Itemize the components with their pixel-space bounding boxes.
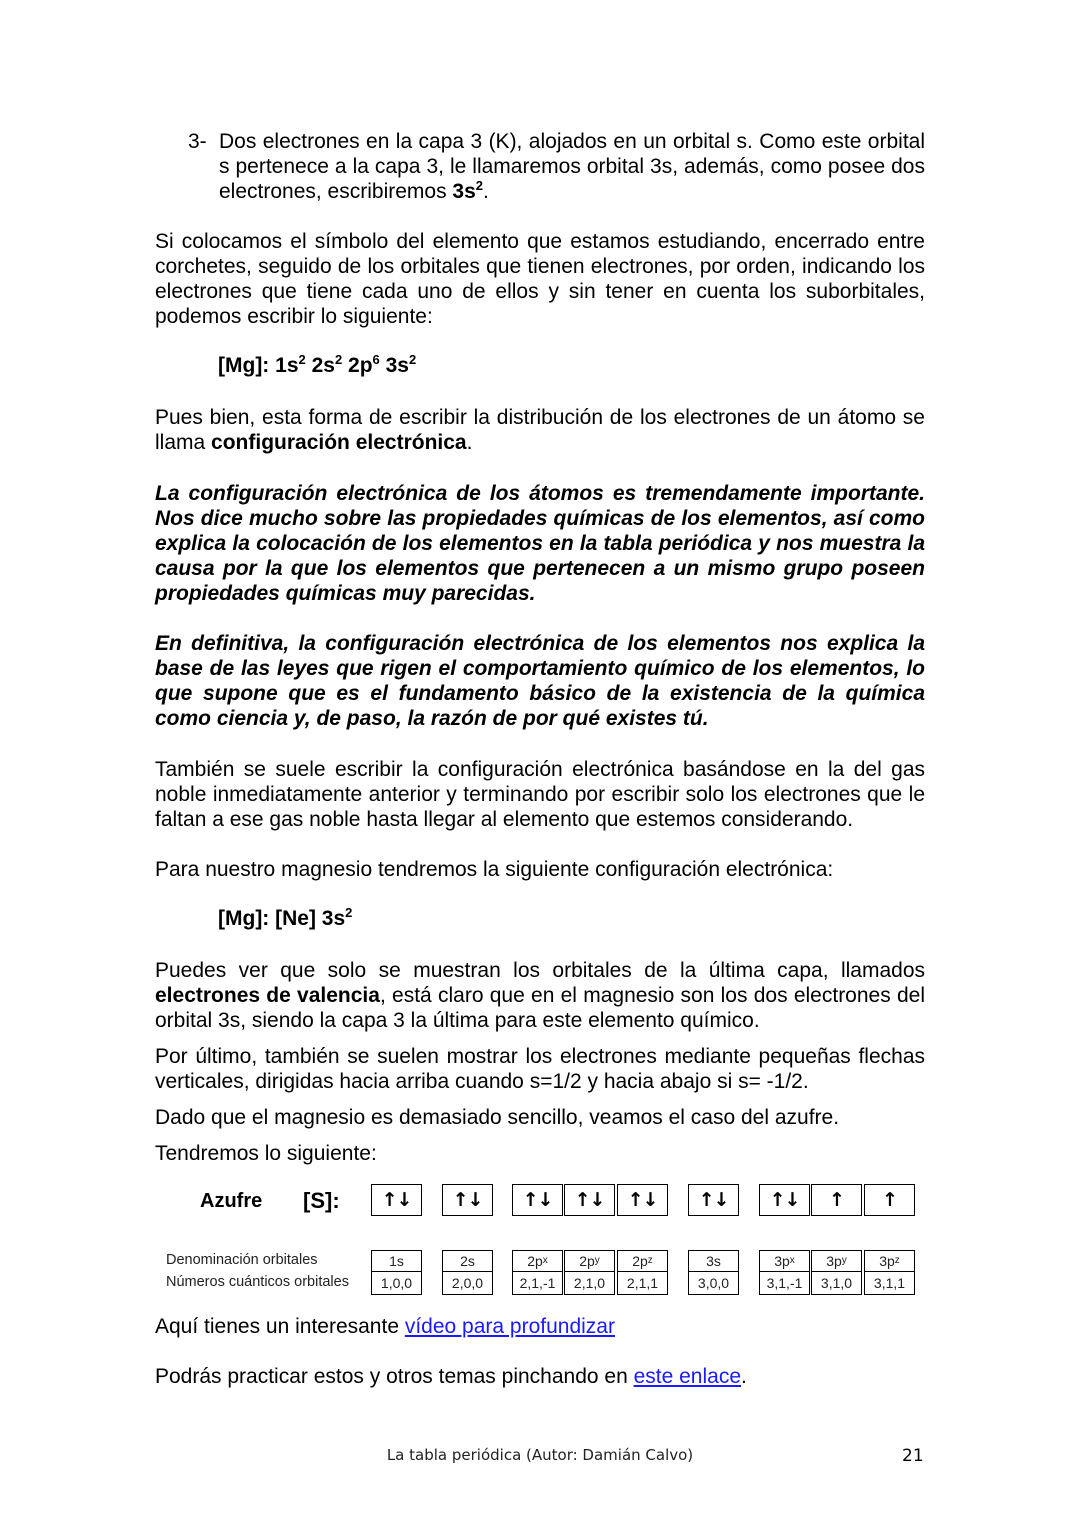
orbital-name-cell: 3s [688, 1250, 739, 1272]
paragraph-practicar: Podrás practicar estos y otros temas pinchando en este enlace. [155, 1365, 747, 1388]
row-label-numeros: Números cuánticos orbitales [166, 1274, 349, 1290]
paragraph-corchetes: Si colocamos el símbolo del elemento que estamos estudiando, encerrado entre corchetes, seguido de los orbitales que tienen electrones, por orden, indicando los electrones que tiene cada uno de ellos y sin tener en cuenta los suborbitales, podemos escribir lo siguiente: [155, 230, 925, 328]
paragraph-azufre: Dado que el magnesio es demasiado sencillo, veamos el caso del azufre. [155, 1106, 840, 1129]
orbital-box-2px: ↑↓ [512, 1184, 563, 1216]
quantum-number-cell: 3,1,0 [811, 1272, 862, 1295]
page-number: 21 [902, 1446, 924, 1466]
orbital-name-cell: 3p y [811, 1250, 862, 1272]
orbital-name-cell: 1s [371, 1250, 422, 1272]
paragraph-video: Aquí tienes un interesante vídeo para profundizar [155, 1315, 615, 1338]
orbital-box-3px: ↑↓ [759, 1184, 810, 1216]
item-number: 3- [188, 130, 207, 153]
row-label-denominacion: Denominación orbitales [166, 1252, 318, 1268]
orbital-box-3pz: ↑ [864, 1184, 915, 1216]
orbital-box-3py: ↑ [811, 1184, 862, 1216]
paragraph-valencia: Puedes ver que solo se muestran los orbitales de la última capa, llamados electrones de valencia, está claro que en el magnesio son los dos electrones del orbital 3s, siendo la capa 3 la última para este elemento químico. [155, 959, 925, 1032]
paragraph-magnesio: Para nuestro magnesio tendremos la siguiente configuración electrónica: [155, 858, 834, 881]
page-footer: La tabla periódica (Autor: Damián Calvo) [386, 1446, 694, 1464]
orbital-name-cell: 2p z [617, 1250, 668, 1272]
quantum-number-cell: 3,0,0 [688, 1272, 739, 1295]
orbital-box-1s: ↑↓ [371, 1184, 422, 1216]
quantum-number-cell: 2,1,-1 [512, 1272, 563, 1295]
orbital-name-cell: 3p x [759, 1250, 810, 1272]
element-name: Azufre [200, 1190, 263, 1212]
quantum-number-cell: 3,1,1 [864, 1272, 915, 1295]
quantum-number-cell: 3,1,-1 [759, 1272, 810, 1295]
paragraph-en-definitiva: En definitiva, la configuración electrónica de los elementos nos explica la base de las leyes que rigen el comportamiento químico de los elementos, lo que supone que es el fundamento básico de la existencia de la química como ciencia y, de paso, la razón de por qué existes tú. [155, 632, 925, 730]
numbered-item-3 [188, 129, 925, 204]
formula-mg-short: [Mg]: [Ne] $3s^2$ [218, 905, 353, 930]
paragraph-tendremos: Tendremos lo siguiente: [155, 1142, 377, 1165]
element-symbol: [S]: [303, 1188, 340, 1213]
orbital-box-2s: ↑↓ [442, 1184, 493, 1216]
orbital-box-2py: ↑↓ [564, 1184, 615, 1216]
orbital-name-cell: 2p y [564, 1250, 615, 1272]
practice-link[interactable]: este enlace [633, 1365, 742, 1388]
video-link[interactable]: vídeo para profundizar [404, 1315, 615, 1338]
orbital-box-2pz: ↑↓ [617, 1184, 668, 1216]
quantum-number-cell: 2,1,0 [564, 1272, 615, 1295]
paragraph-definicion: Pues bien, esta forma de escribir la distribución de los electrones de un átomo se llama configuración electrónica. [155, 406, 925, 454]
quantum-number-cell: 2,1,1 [617, 1272, 668, 1295]
quantum-number-cell: 2,0,0 [442, 1272, 493, 1295]
orbital-box-3s: ↑↓ [688, 1184, 739, 1216]
item-bold: $3s^2$ [452, 178, 484, 203]
orbital-name-cell: 2p x [512, 1250, 563, 1272]
quantum-number-cell: 1,0,0 [371, 1272, 422, 1295]
item-text: Dos electrones en la capa 3 (K), alojados en un orbital s. Como este orbital s pertenece a la capa 3, le llamaremos orbital 3s, además, como posee dos electrones, escribiremos $3s^2$. [219, 130, 925, 203]
paragraph-gas-noble: También se suele escribir la configuración electrónica basándose en la del gas noble inmediatamente anterior y terminando por escribir solo los electrones que le faltan a ese gas noble hasta llegar al elemento que estemos considerando. [155, 758, 925, 831]
paragraph-flechas: Por último, también se suelen mostrar los electrones mediante pequeñas flechas verticales, dirigidas hacia arriba cuando s=1/2 y hacia abajo si s= -1/2. [155, 1045, 925, 1093]
formula-mg-full: [Mg]: $1s^2$ $2s^2$ $2p^6$ $3s^2$ [218, 352, 417, 377]
orbital-name-cell: 2s [442, 1250, 493, 1272]
orbital-name-cell: 3p z [864, 1250, 915, 1272]
paragraph-importancia: La configuración electrónica de los átomos es tremendamente importante. Nos dice mucho sobre las propiedades químicas de los elementos, así como explica la colocación de los elementos en la tabla periódica y nos muestra la causa por la que los elementos que pertenecen a un mismo grupo poseen propiedades químicas muy parecidas. [155, 482, 925, 605]
